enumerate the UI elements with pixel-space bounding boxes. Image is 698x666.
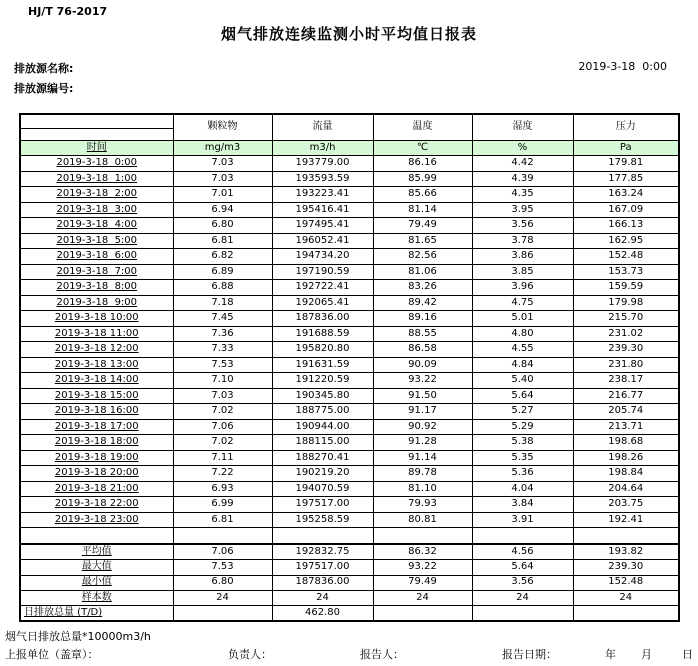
value-cell: 198.84: [573, 466, 679, 482]
value-cell: 3.56: [472, 218, 573, 234]
table-row: [20, 388, 679, 404]
value-cell: 91.28: [373, 435, 472, 451]
empty-cell: [373, 528, 472, 545]
table-row: [20, 171, 679, 187]
corner-divider: [21, 115, 173, 129]
summary-label: 最小值: [20, 575, 173, 590]
value-cell: 166.13: [573, 218, 679, 234]
column-header-row: [20, 114, 679, 141]
table-row: [20, 404, 679, 420]
summary-label: 日排放总量 (T/D): [20, 606, 173, 622]
summary-value-cell: 24: [272, 590, 373, 605]
time-cell: 2019-3-18 17:00: [20, 419, 173, 435]
summary-row: [20, 606, 679, 622]
table-row: [20, 264, 679, 280]
summary-row: [20, 544, 679, 560]
table-row: [20, 326, 679, 342]
value-cell: 86.16: [373, 156, 472, 172]
value-cell: 4.39: [472, 171, 573, 187]
report-datetime: 2019-3-18 0:00: [578, 60, 667, 73]
monitoring-table: [19, 113, 680, 622]
value-cell: 191631.59: [272, 357, 373, 373]
value-cell: 190219.20: [272, 466, 373, 482]
value-cell: 193593.59: [272, 171, 373, 187]
value-cell: 3.96: [472, 280, 573, 296]
year-label: 年: [605, 648, 616, 661]
responsible-label: 负责人：: [228, 648, 272, 661]
time-cell: 2019-3-18 6:00: [20, 249, 173, 265]
value-cell: 89.78: [373, 466, 472, 482]
value-cell: 6.93: [173, 481, 272, 497]
table-row: [20, 233, 679, 249]
value-cell: 7.11: [173, 450, 272, 466]
value-cell: 4.80: [472, 326, 573, 342]
value-cell: 190345.80: [272, 388, 373, 404]
value-cell: 5.01: [472, 311, 573, 327]
time-cell: 2019-3-18 5:00: [20, 233, 173, 249]
value-cell: 89.42: [373, 295, 472, 311]
value-cell: 88.55: [373, 326, 472, 342]
summary-value-cell: 24: [472, 590, 573, 605]
value-cell: 85.66: [373, 187, 472, 203]
table-row: [20, 218, 679, 234]
value-cell: 198.68: [573, 435, 679, 451]
value-cell: 4.84: [472, 357, 573, 373]
corner-cell: [20, 114, 173, 141]
col-header-humidity: 湿度: [472, 114, 573, 141]
value-cell: 192722.41: [272, 280, 373, 296]
value-cell: 79.49: [373, 218, 472, 234]
value-cell: 7.03: [173, 171, 272, 187]
value-cell: 6.88: [173, 280, 272, 296]
table-row: [20, 249, 679, 265]
value-cell: 7.18: [173, 295, 272, 311]
time-cell: 2019-3-18 7:00: [20, 264, 173, 280]
time-cell: 2019-3-18 3:00: [20, 202, 173, 218]
value-cell: 179.98: [573, 295, 679, 311]
table-row: [20, 342, 679, 358]
value-cell: 7.33: [173, 342, 272, 358]
value-cell: 3.85: [472, 264, 573, 280]
value-cell: 194070.59: [272, 481, 373, 497]
value-cell: 3.91: [472, 512, 573, 528]
summary-value-cell: [472, 606, 573, 622]
time-cell: 2019-3-18 9:00: [20, 295, 173, 311]
time-cell: 2019-3-18 0:00: [20, 156, 173, 172]
value-cell: 85.99: [373, 171, 472, 187]
report-unit-label: 上报单位（盖章）：: [5, 648, 99, 661]
empty-cell: [173, 528, 272, 545]
summary-value-cell: 5.64: [472, 560, 573, 575]
value-cell: 152.48: [573, 249, 679, 265]
table-row: [20, 357, 679, 373]
value-cell: 193223.41: [272, 187, 373, 203]
value-cell: 4.42: [472, 156, 573, 172]
value-cell: 159.59: [573, 280, 679, 296]
value-cell: 193779.00: [272, 156, 373, 172]
time-cell: 2019-3-18 8:00: [20, 280, 173, 296]
table-row: [20, 295, 679, 311]
summary-value-cell: 193.82: [573, 544, 679, 560]
summary-value-cell: 152.48: [573, 575, 679, 590]
value-cell: 7.06: [173, 419, 272, 435]
summary-value-cell: 239.30: [573, 560, 679, 575]
summary-value-cell: 79.49: [373, 575, 472, 590]
unit-flow: m3/h: [272, 141, 373, 156]
summary-value-cell: 24: [373, 590, 472, 605]
value-cell: 6.81: [173, 512, 272, 528]
value-cell: 231.02: [573, 326, 679, 342]
value-cell: 4.04: [472, 481, 573, 497]
value-cell: 5.35: [472, 450, 573, 466]
table-row: [20, 512, 679, 528]
summary-value-cell: [573, 606, 679, 622]
value-cell: 195820.80: [272, 342, 373, 358]
summary-value-cell: 93.22: [373, 560, 472, 575]
value-cell: 7.10: [173, 373, 272, 389]
value-cell: 6.94: [173, 202, 272, 218]
value-cell: 231.80: [573, 357, 679, 373]
summary-value-cell: 7.06: [173, 544, 272, 560]
time-cell: 2019-3-18 22:00: [20, 497, 173, 513]
value-cell: 204.64: [573, 481, 679, 497]
value-cell: 5.64: [472, 388, 573, 404]
signature-line: [0, 646, 698, 662]
source-name-label: 排放源名称:: [14, 62, 74, 75]
col-header-pressure: 压力: [573, 114, 679, 141]
unit-row: [20, 141, 679, 156]
value-cell: 7.01: [173, 187, 272, 203]
table-row: [20, 481, 679, 497]
value-cell: 81.10: [373, 481, 472, 497]
value-cell: 7.53: [173, 357, 272, 373]
summary-value-cell: 6.80: [173, 575, 272, 590]
empty-cell: [272, 528, 373, 545]
table-row: [20, 311, 679, 327]
page-title: 烟气排放连续监测小时平均值日报表: [220, 25, 477, 43]
summary-value-cell: 187836.00: [272, 575, 373, 590]
value-cell: 5.38: [472, 435, 573, 451]
value-cell: 7.36: [173, 326, 272, 342]
time-header: 时间: [20, 141, 173, 156]
value-cell: 86.58: [373, 342, 472, 358]
summary-value-cell: 462.80: [272, 606, 373, 622]
value-cell: 5.27: [472, 404, 573, 420]
summary-value-cell: 3.56: [472, 575, 573, 590]
spacer-row: [20, 528, 679, 545]
value-cell: 3.86: [472, 249, 573, 265]
value-cell: 93.22: [373, 373, 472, 389]
value-cell: 162.95: [573, 233, 679, 249]
time-cell: 2019-3-18 20:00: [20, 466, 173, 482]
reporter-label: 报告人：: [360, 648, 404, 661]
value-cell: 7.03: [173, 388, 272, 404]
value-cell: 153.73: [573, 264, 679, 280]
value-cell: 6.80: [173, 218, 272, 234]
time-cell: 2019-3-18 21:00: [20, 481, 173, 497]
value-cell: 197190.59: [272, 264, 373, 280]
value-cell: 238.17: [573, 373, 679, 389]
empty-cell: [472, 528, 573, 545]
value-cell: 167.09: [573, 202, 679, 218]
table-row: [20, 450, 679, 466]
value-cell: 190944.00: [272, 419, 373, 435]
value-cell: 3.95: [472, 202, 573, 218]
table-row: [20, 280, 679, 296]
summary-value-cell: [173, 606, 272, 622]
summary-row: [20, 590, 679, 605]
summary-value-cell: 24: [173, 590, 272, 605]
unit-pm: mg/m3: [173, 141, 272, 156]
summary-label: 样本数: [20, 590, 173, 605]
table-row: [20, 202, 679, 218]
table-row: [20, 466, 679, 482]
col-header-temp: 温度: [373, 114, 472, 141]
time-cell: 2019-3-18 1:00: [20, 171, 173, 187]
value-cell: 195416.41: [272, 202, 373, 218]
value-cell: 3.84: [472, 497, 573, 513]
value-cell: 3.78: [472, 233, 573, 249]
summary-value-cell: 4.56: [472, 544, 573, 560]
value-cell: 191220.59: [272, 373, 373, 389]
value-cell: 163.24: [573, 187, 679, 203]
value-cell: 195258.59: [272, 512, 373, 528]
value-cell: 203.75: [573, 497, 679, 513]
value-cell: 191688.59: [272, 326, 373, 342]
summary-label: 最大值: [20, 560, 173, 575]
value-cell: 4.35: [472, 187, 573, 203]
summary-value-cell: 24: [573, 590, 679, 605]
value-cell: 7.02: [173, 435, 272, 451]
value-cell: 239.30: [573, 342, 679, 358]
col-header-flow: 流量: [272, 114, 373, 141]
value-cell: 7.45: [173, 311, 272, 327]
time-cell: 2019-3-18 19:00: [20, 450, 173, 466]
unit-humidity: %: [472, 141, 573, 156]
time-cell: 2019-3-18 2:00: [20, 187, 173, 203]
day-label: 日: [682, 648, 693, 661]
value-cell: 91.50: [373, 388, 472, 404]
source-id-label: 排放源编号:: [14, 82, 74, 95]
time-cell: 2019-3-18 11:00: [20, 326, 173, 342]
summary-label: 平均值: [20, 544, 173, 560]
unit-pressure: Pa: [573, 141, 679, 156]
value-cell: 89.16: [373, 311, 472, 327]
table-row: [20, 435, 679, 451]
flow-total-note: 烟气日排放总量*10000m3/h: [5, 630, 151, 643]
value-cell: 5.36: [472, 466, 573, 482]
value-cell: 216.77: [573, 388, 679, 404]
time-cell: 2019-3-18 14:00: [20, 373, 173, 389]
value-cell: 82.56: [373, 249, 472, 265]
value-cell: 197495.41: [272, 218, 373, 234]
value-cell: 4.75: [472, 295, 573, 311]
time-cell: 2019-3-18 12:00: [20, 342, 173, 358]
time-cell: 2019-3-18 15:00: [20, 388, 173, 404]
value-cell: 90.92: [373, 419, 472, 435]
table-row: [20, 419, 679, 435]
value-cell: 187836.00: [272, 311, 373, 327]
value-cell: 205.74: [573, 404, 679, 420]
value-cell: 188115.00: [272, 435, 373, 451]
col-header-pm: 颗粒物: [173, 114, 272, 141]
summary-value-cell: 86.32: [373, 544, 472, 560]
value-cell: 5.40: [472, 373, 573, 389]
value-cell: 6.82: [173, 249, 272, 265]
value-cell: 6.89: [173, 264, 272, 280]
time-cell: 2019-3-18 13:00: [20, 357, 173, 373]
value-cell: 81.65: [373, 233, 472, 249]
summary-value-cell: 7.53: [173, 560, 272, 575]
value-cell: 194734.20: [272, 249, 373, 265]
value-cell: 5.29: [472, 419, 573, 435]
value-cell: 81.14: [373, 202, 472, 218]
value-cell: 192065.41: [272, 295, 373, 311]
time-cell: 2019-3-18 16:00: [20, 404, 173, 420]
time-cell: 2019-3-18 23:00: [20, 512, 173, 528]
report-date-label: 报告日期：: [502, 648, 557, 661]
table-row: [20, 373, 679, 389]
table-row: [20, 497, 679, 513]
time-cell: 2019-3-18 10:00: [20, 311, 173, 327]
value-cell: 197517.00: [272, 497, 373, 513]
value-cell: 90.09: [373, 357, 472, 373]
table-row: [20, 156, 679, 172]
value-cell: 179.81: [573, 156, 679, 172]
value-cell: 7.22: [173, 466, 272, 482]
time-cell: 2019-3-18 4:00: [20, 218, 173, 234]
value-cell: 213.71: [573, 419, 679, 435]
value-cell: 188270.41: [272, 450, 373, 466]
value-cell: 215.70: [573, 311, 679, 327]
time-cell: 2019-3-18 18:00: [20, 435, 173, 451]
value-cell: 192.41: [573, 512, 679, 528]
summary-row: [20, 575, 679, 590]
value-cell: 91.17: [373, 404, 472, 420]
value-cell: 188775.00: [272, 404, 373, 420]
table-row: [20, 187, 679, 203]
value-cell: 198.26: [573, 450, 679, 466]
value-cell: 83.26: [373, 280, 472, 296]
value-cell: 7.03: [173, 156, 272, 172]
summary-value-cell: 192832.75: [272, 544, 373, 560]
value-cell: 79.93: [373, 497, 472, 513]
unit-temp: ℃: [373, 141, 472, 156]
summary-value-cell: [373, 606, 472, 622]
month-label: 月: [641, 648, 652, 661]
summary-value-cell: 197517.00: [272, 560, 373, 575]
value-cell: 196052.41: [272, 233, 373, 249]
value-cell: 81.06: [373, 264, 472, 280]
empty-cell: [573, 528, 679, 545]
summary-row: [20, 560, 679, 575]
value-cell: 6.81: [173, 233, 272, 249]
value-cell: 177.85: [573, 171, 679, 187]
standard-code: HJ/T 76-2017: [28, 5, 108, 18]
value-cell: 80.81: [373, 512, 472, 528]
value-cell: 4.55: [472, 342, 573, 358]
value-cell: 91.14: [373, 450, 472, 466]
empty-cell: [20, 528, 173, 545]
value-cell: 6.99: [173, 497, 272, 513]
value-cell: 7.02: [173, 404, 272, 420]
